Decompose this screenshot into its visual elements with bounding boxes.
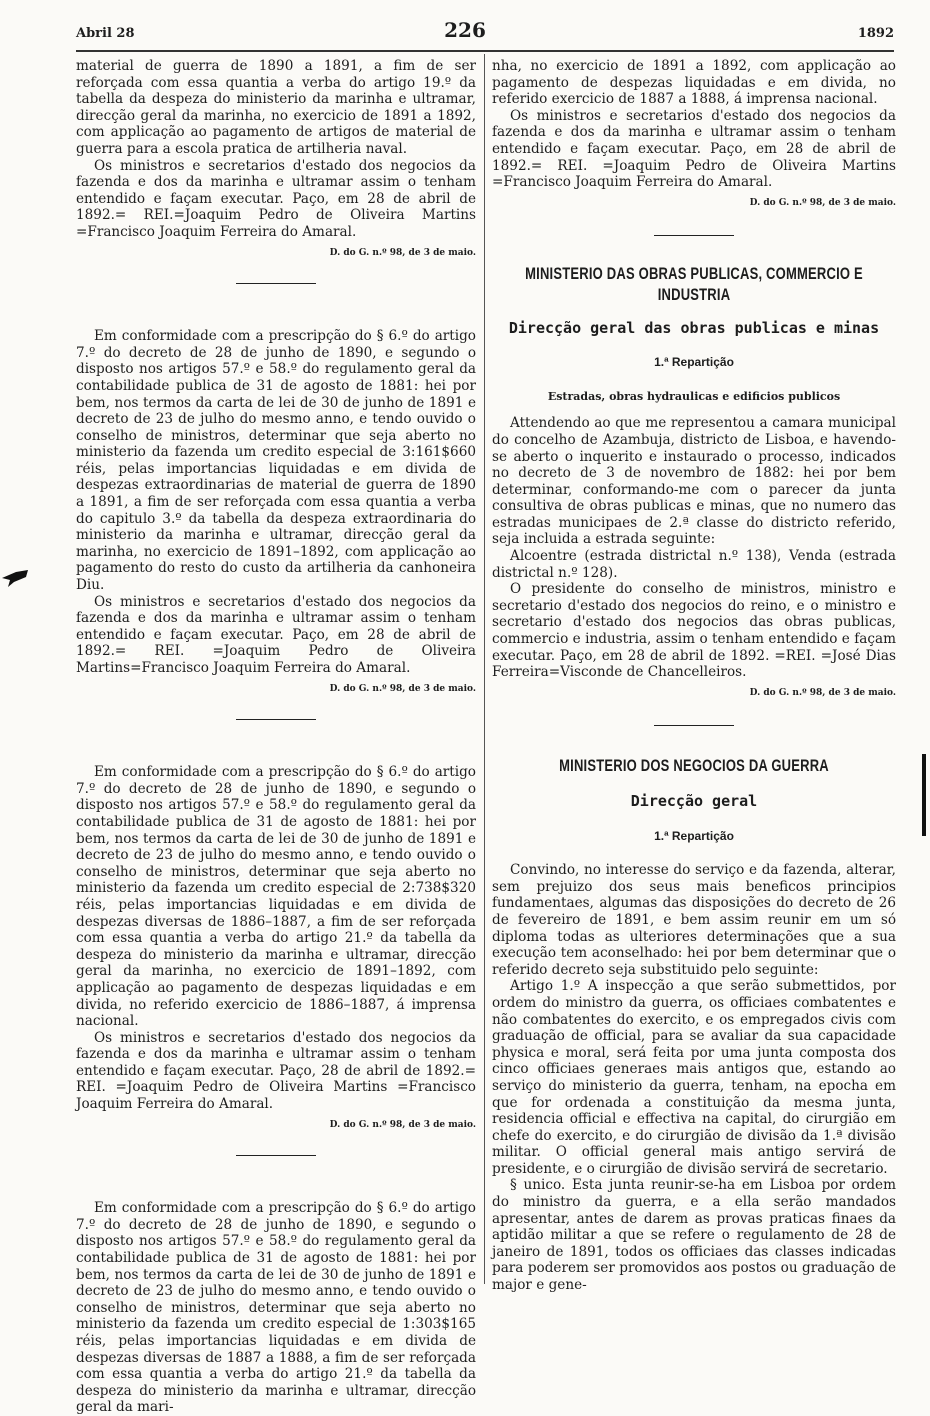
- paragraph: Alcoentre (estrada districtal n.º 138), Venda (estrada districtal n.º 128).: [492, 548, 896, 581]
- left-column: [76, 58, 476, 1416]
- gazette-reference: D. do G. n.º 98, de 3 de maio.: [749, 197, 896, 208]
- header-date: Abril 28: [76, 26, 135, 41]
- margin-bar-mark: [922, 754, 926, 836]
- paragraph-closing: Os ministros e secretarios d'estado dos negocios da fazenda e dos da marinha e ultramar assim o tenham entendido e façam executar. Paço, em 28 de abril de 1892.= REI.=Joaquim Pedro de Oliveira Martins =Francisco Joaquim Ferreira do Amaral.: [76, 157, 476, 240]
- paragraph-closing: Os ministros e secretarios d'estado dos negocios da fazenda e dos da marinha e ultramar assim o tenham entendido e façam executar. Paço, em 28 de abril de 1892.= REI. =Joaquim Pedro de Oliveira Martins=Francisco Joaquim Ferreira do Amaral.: [76, 593, 476, 676]
- section-subheading: Estradas, obras hydraulicas e edificios publicos: [547, 389, 841, 403]
- paragraph: Convindo, no interesse do serviço e da fazenda, alterar, sem prejuizo dos seus mais beneficos principios fundamentaes, algumas das disposições do decreto de 26 de fevereiro de 1891, e bem assim reunir em um só diploma todas as ulteriores determinações que a sua execução tem aconselhado: hei por bem determinar que o referido decreto seja substituido pelo seguinte:: [492, 862, 896, 978]
- right-column: [492, 58, 896, 1294]
- ministry-title: MINISTERIO DOS NEGOCIOS DA GUERRA: [559, 756, 829, 776]
- decree-body: Em conformidade com a prescripção do § 6.º do artigo 7.º do decreto de 28 de junho de 1890, e segundo o disposto nos artigos 57.º e 58.º do regulamento geral da contabilidade publica de 31 de agosto de 1881: hei por bem, nos termos da carta de lei de 30 de junho de 1891 e decreto de 23 de julho do mesmo anno, e tendo ouvido o conselho de ministros, determinar que seja aberto no ministerio da fazenda um credito especial de 3:161$660 réis, pelas importancias liquidadas e em divida de despezas extraordinarias de material de guerra de 1890 a 1891, a fim de ser reforçada com essa quantia a verba do capitulo 3.º da tabella da despeza extraordinaria do ministerio da marinha e ultramar, direcção geral da marinha, no exercicio de 1891–1892, com applicação ao pagamento do resto do custo da artilheria da canhoneira Diu.: [76, 328, 476, 594]
- gazette-reference: D. do G. n.º 98, de 3 de maio.: [329, 1119, 476, 1130]
- ministry-title: MINISTERIO DAS OBRAS PUBLICAS, COMMERCIO E INDUSTRIA: [525, 264, 863, 304]
- direction-title: Direcção geral das obras publicas e minas: [508, 318, 880, 337]
- page-header: [0, 18, 930, 48]
- decree-body: Em conformidade com a prescripção do § 6.º do artigo 7.º do decreto de 28 de junho de 1890, e segundo o disposto nos artigos 57.º e 58.º do regulamento geral da contabilidade publica de 31 de agosto de 1881: hei por bem, nos termos da carta de lei de 30 de junho de 1891 e decreto de 23 de julho do mesmo anno, e tendo ouvido o conselho de ministros, determinar que seja aberto no ministerio da fazenda um credito especial de 1:303$165 réis, pelas importancias liquidadas e em divida de despezas diversas de 1887 a 1888, a fim de ser reforçada com essa quantia a verba do artigo 21.º da tabella da despeza do ministerio da marinha e ultramar, direcção geral da mari-: [76, 1200, 476, 1416]
- page-number: 226: [444, 18, 486, 42]
- repartition-title: 1.ª Repartição: [654, 355, 734, 370]
- ink-mark-icon: [2, 568, 28, 588]
- repartition-title: 1.ª Repartição: [654, 828, 734, 843]
- section-separator: [236, 283, 316, 284]
- column-divider: [484, 54, 485, 1284]
- paragraph-closing: O presidente do conselho de ministros, ministro e secretario d'estado dos negocios do reino, e o ministro e secretario d'estado dos negocios das obras publicas, commercio e industria, assim o tenham entendido e façam executar. Paço, em 28 de abril de 1892. =REI. =José Dias Ferreira=Visconde de Chancelleiros.: [492, 581, 896, 681]
- paragraph: Attendendo ao que me representou a camara municipal do concelho de Azambuja, districto de Lisboa, e havendo-se aberto o inquerito e instaurado o processo, indicados no decreto de 3 de novembro de 1882: hei por bem determinar, conformando-me com o parecer da junta consultiva de obras publicas e minas, que no numero das estradas municipaes de 2.ª classe do districto referido, seja incluida a estrada seguinte:: [492, 415, 896, 548]
- paragraph: nha, no exercicio de 1891 a 1892, com applicação ao pagamento de despezas liquidadas e em divida, no referido exercicio de 1887 a 1888, á imprensa nacional.: [492, 58, 896, 108]
- paragraph-closing: Os ministros e secretarios d'estado dos negocios da fazenda e dos da marinha e ultramar assim o tenham entendido e façam executar. Paço, 28 de abril de 1892.= REI. =Joaquim Pedro de Oliveira Martins =Francisco Joaquim Ferreira do Amaral.: [76, 1029, 476, 1113]
- gazette-reference: D. do G. n.º 98, de 3 de maio.: [749, 687, 896, 698]
- section-separator: [654, 725, 734, 726]
- header-rule: [76, 50, 894, 52]
- paragraph: Artigo 1.º A inspecção a que serão submettidos, por ordem do ministro da guerra, os officiaes combatentes e não combatentes do exercito, e os empregados civis com graduação de official, para se avaliar da sua capacidade physica e moral, será feita por uma junta composta dos cinco officiaes generaes mais antigos que, estando ao serviço do ministerio da guerra, tenham, na epocha em que for ordenada a constituição da mesma junta, residencia official e effectiva na capital, do cirurgião em chefe do exercito, e do cirurgião de divisão da 1.ª divisão militar. O official general mais antigo servirá de presidente, e o cirurgião de divisão servirá de secretario.: [492, 978, 896, 1177]
- gazette-reference: D. do G. n.º 98, de 3 de maio.: [329, 247, 476, 258]
- paragraph-closing: Os ministros e secretarios d'estado dos negocios da fazenda e dos da marinha e ultramar assim o tenham entendido e façam executar. Paço, em 28 de abril de 1892.= REI. =Joaquim Pedro de Oliveira Martins =Francisco Joaquim Ferreira do Amaral.: [492, 107, 896, 191]
- section-separator: [236, 719, 316, 720]
- decree-body: Em conformidade com a prescripção do § 6.º do artigo 7.º do decreto de 28 de junho de 1890, e segundo o disposto nos artigos 57.º e 58.º do regulamento geral da contabilidade publica de 31 de agosto de 1881: hei por bem, nos termos da carta de lei de 30 de junho de 1891 e decreto de 23 de julho do mesmo anno, e tendo ouvido o conselho de ministros, determinar que seja aberto no ministerio da fazenda um credito especial de 2:738$320 réis, pelas importancias liquidadas e em divida de despezas diversas de 1886–1887, a fim de ser reforçada com essa quantia a verba do artigo 21.º da tabella da despeza do ministerio da marinha e ultramar, direcção geral da marinha, no exercicio de 1891–1892, com applicação ao pagamento de despezas liquidadas e em divida, no referido exercicio de 1886–1887, á imprensa nacional.: [76, 764, 476, 1030]
- gazette-reference: D. do G. n.º 98, de 3 de maio.: [329, 683, 476, 694]
- paragraph: § unico. Esta junta reunir-se-ha em Lisboa por ordem do ministro da guerra, e a ella serão mandados apresentar, antes de darem as provas praticas finaes da aptidão militar a que se refere o regulamento de 28 de janeiro de 1891, todos os officiaes das classes indicadas para poderem ser promovidos aos postos ou graduação de major e gene-: [492, 1177, 896, 1294]
- section-separator: [654, 235, 734, 236]
- paragraph: material de guerra de 1890 a 1891, a fim de ser reforçada com essa quantia a verba do artigo 19.º da tabella da despeza do ministerio da marinha e ultramar, direcção geral da marinha, no exercicio de 1891 a 1892, com applicação ao pagamento de artigos de material de guerra para a escola pratica de artilheria naval.: [76, 58, 476, 157]
- direction-title: Direcção geral: [630, 792, 758, 810]
- header-year: 1892: [857, 26, 894, 41]
- section-separator: [236, 1155, 316, 1156]
